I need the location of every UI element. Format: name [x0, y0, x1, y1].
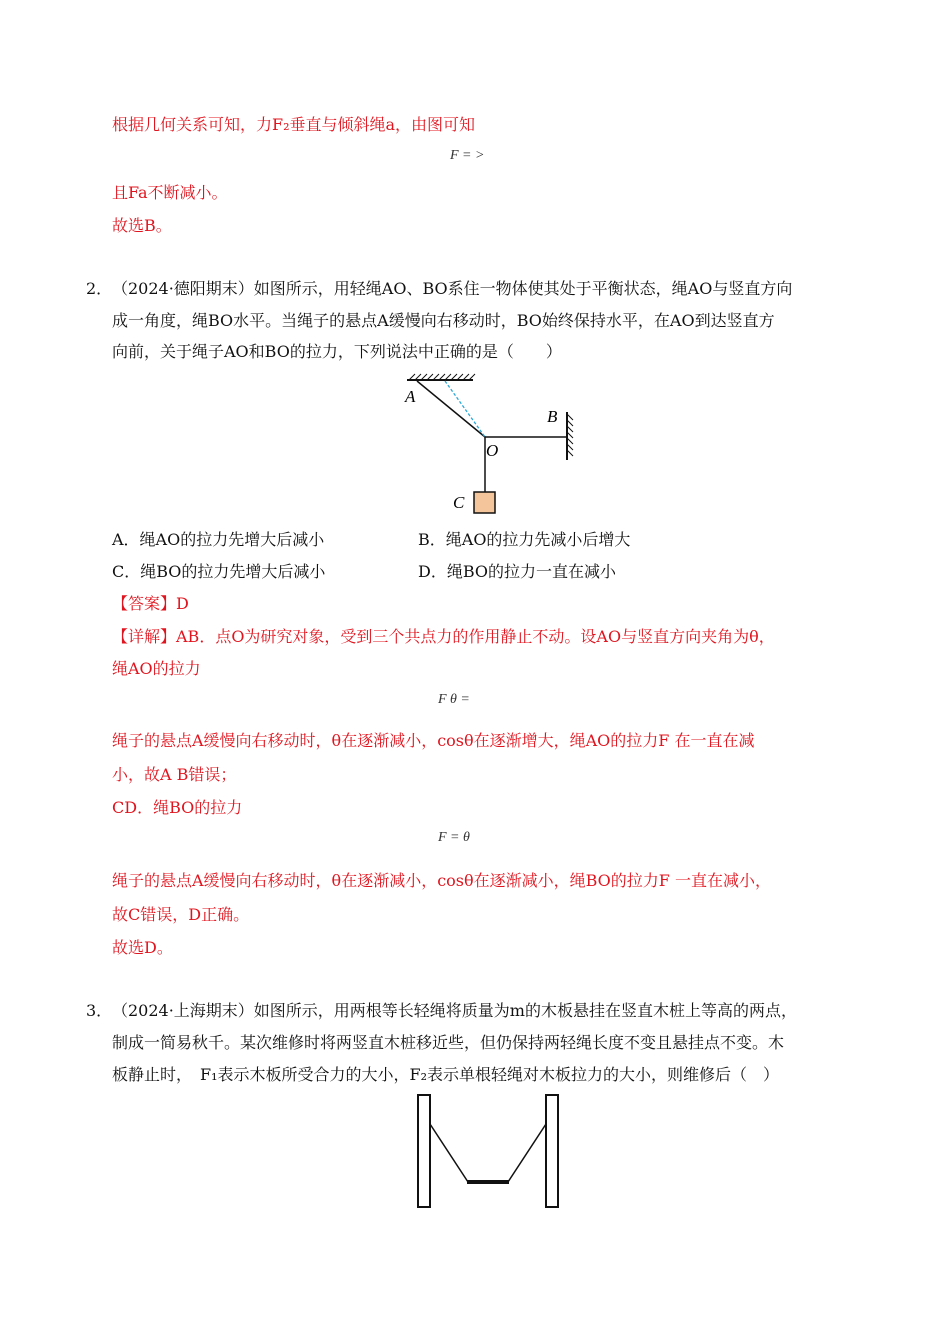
sol1-line1: 根据几何关系可知，力F₂垂直与倾斜绳a，由图可知	[112, 115, 476, 134]
q2-detail-line6: 绳子的悬点A缓慢向右移动时，θ在逐渐减小，cosθ在逐渐减小，绳BO的拉力F 一直在减小，	[112, 871, 771, 890]
q2-option-d[interactable]: D．绳BO的拉力一直在减小	[418, 562, 617, 581]
q2-text-line1: （2024·德阳期末）如图所示，用轻绳AO、BO系住一物体使其处于平衡状态，绳AO与竖直方向	[112, 279, 793, 298]
label-b: B	[547, 407, 558, 426]
q3-text-line1: （2024·上海期末）如图所示，用两根等长轻绳将质量为m的木板悬挂在竖直木桩上等高的两点，	[112, 1001, 797, 1020]
q2-detail-line7: 故C错误，D正确。	[112, 905, 250, 924]
right-post	[546, 1095, 558, 1207]
block-c	[474, 492, 495, 513]
q2-text-line3: 向前，关于绳子AO和BO的拉力，下列说法中正确的是（ ）	[112, 342, 562, 361]
sol1-line3: 故选B。	[112, 216, 172, 235]
q2-option-b[interactable]: B．绳AO的拉力先减小后增大	[418, 530, 631, 549]
q2-rope-diagram	[395, 370, 595, 520]
sol1-equation: F = >	[450, 148, 485, 163]
q2-detail-line5: CD．绳BO的拉力	[112, 798, 243, 817]
q2-number: 2．	[86, 279, 113, 298]
q2-text-line2: 成一角度，绳BO水平。当绳子的悬点A缓慢向右移动时，BO始终保持水平，在AO到达竖直方	[112, 311, 775, 330]
q2-equation1: F θ =	[438, 692, 470, 707]
left-rope	[430, 1124, 468, 1182]
q2-equation2: F = θ	[438, 830, 470, 845]
q3-text-line3: 板静止时， F₁表示木板所受合力的大小，F₂表示单根轻绳对木板拉力的大小，则维修后（ ）	[112, 1065, 780, 1084]
q2-detail-line4: 小，故A B错误；	[112, 765, 237, 784]
q2-detail-line8: 故选D。	[112, 938, 173, 957]
q2-detail-line3: 绳子的悬点A缓慢向右移动时，θ在逐渐减小，cosθ在逐渐增大，绳AO的拉力F 在一直在减	[112, 731, 755, 750]
label-a: A	[405, 387, 416, 406]
left-post	[418, 1095, 430, 1207]
q2-option-a[interactable]: A．绳AO的拉力先增大后减小	[112, 530, 325, 549]
q3-swing-diagram	[410, 1090, 570, 1215]
q2-detail-line1: 【详解】AB．点O为研究对象，受到三个共点力的作用静止不动。设AO与竖直方向夹角为θ，	[112, 627, 775, 646]
label-c: C	[453, 493, 465, 512]
q3-number: 3．	[86, 1001, 113, 1020]
right-rope	[508, 1124, 546, 1182]
sol1-line2: 且Fa不断减小。	[112, 183, 228, 202]
q2-answer: 【答案】D	[112, 594, 189, 613]
label-o: O	[486, 441, 499, 460]
q3-text-line2: 制成一简易秋千。某次维修时将两竖直木桩移近些，但仍保持两轻绳长度不变且悬挂点不变。木	[112, 1033, 785, 1052]
q2-detail-line2: 绳AO的拉力	[112, 659, 201, 678]
q2-option-c[interactable]: C．绳BO的拉力先增大后减小	[112, 562, 326, 581]
